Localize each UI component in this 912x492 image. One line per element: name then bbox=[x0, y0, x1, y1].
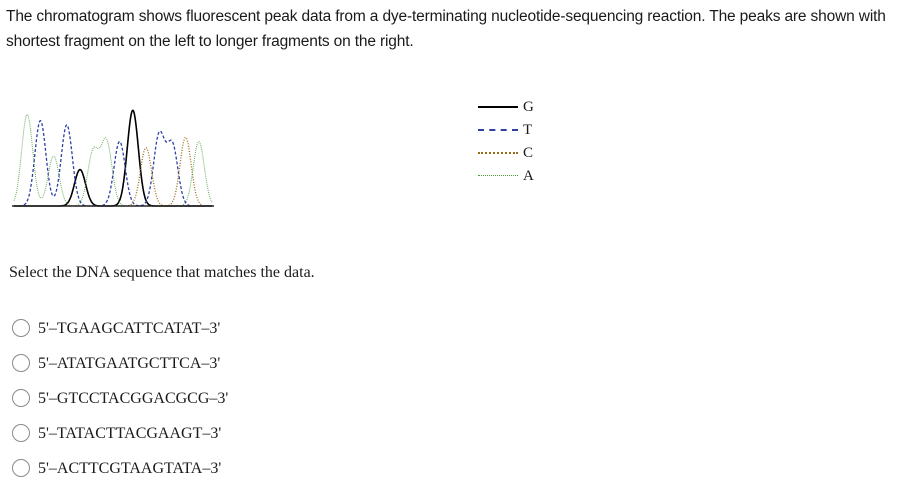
trace-t bbox=[14, 121, 212, 206]
legend-item-a bbox=[476, 165, 556, 187]
legend-item-c bbox=[476, 142, 556, 164]
legend-label-c: C bbox=[523, 145, 534, 161]
legend-item-g bbox=[476, 96, 556, 118]
radio-button[interactable] bbox=[12, 424, 30, 442]
legend-label-a: A bbox=[523, 168, 534, 184]
radio-button[interactable] bbox=[12, 459, 30, 477]
radio-button[interactable] bbox=[12, 354, 30, 372]
chromatogram-legend bbox=[476, 96, 556, 188]
legend-label-g: G bbox=[523, 99, 534, 115]
option-label[interactable]: 5'–TATACTTACGAAGT–3' bbox=[38, 425, 222, 442]
option-label[interactable]: 5'–ACTTCGTAAGTATA–3' bbox=[38, 460, 222, 477]
chromatogram bbox=[10, 98, 216, 210]
legend-line-a bbox=[478, 175, 518, 176]
legend-line-c bbox=[478, 152, 518, 154]
legend-item-t bbox=[476, 119, 556, 141]
legend-label-t: T bbox=[523, 122, 533, 138]
question-intro: The chromatogram shows fluorescent peak data from a dye-terminating nucleotide-sequencing reaction. The peaks are shown with shortest fragment on the left to longer fragments on the right. bbox=[6, 8, 886, 50]
question-prompt: Select the DNA sequence that matches the data. bbox=[9, 264, 315, 281]
option-label[interactable]: 5'–TGAAGCATTCATAT–3' bbox=[38, 320, 221, 337]
option-label[interactable]: 5'–GTCCTACGGACGCG–3' bbox=[38, 390, 229, 407]
legend-line-t bbox=[478, 129, 518, 131]
radio-button[interactable] bbox=[12, 389, 30, 407]
option-label[interactable]: 5'–ATATGAATGCTTCA–3' bbox=[38, 355, 221, 372]
radio-button[interactable] bbox=[12, 319, 30, 337]
legend-line-g bbox=[478, 106, 518, 108]
